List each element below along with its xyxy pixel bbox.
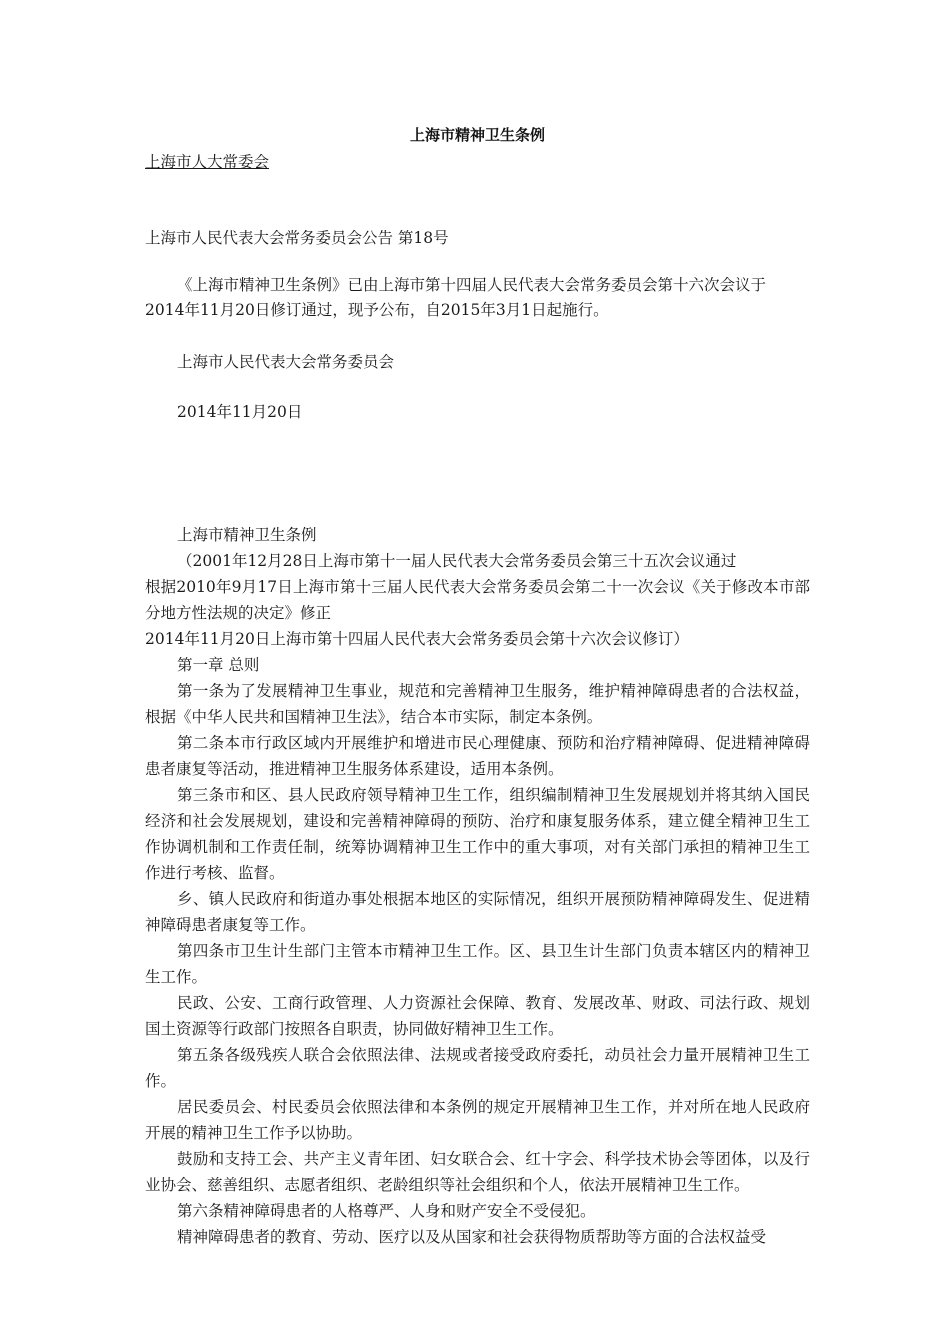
body-paragraph: 鼓励和支持工会、共产主义青年团、妇女联合会、红十字会、科学技术协会等团体，以及行业协会、慈善组织、志愿者组织、老龄组织等社会组织和个人，依法开展精神卫生工作。 (145, 1150, 810, 1194)
issue-date: 2014年11月20日 (177, 403, 303, 421)
body-paragraph: 2014年11月20日上海市第十四届人民代表大会常务委员会第十六次会议修订） (145, 630, 689, 648)
body-paragraph: 第四条市卫生计生部门主管本市精神卫生工作。区、县卫生计生部门负责本辖区内的精神卫生工作。 (145, 942, 810, 986)
body-paragraph: 第六条精神障碍患者的人格尊严、人身和财产安全不受侵犯。 (177, 1202, 596, 1220)
body-paragraph: 根据2010年9月17日上海市第十三届人民代表大会常务委员会第二十一次会议《关于修改本市部分地方性法规的决定》修正 (145, 578, 810, 622)
issuer: 上海市人民代表大会常务委员会 (177, 353, 395, 371)
body-paragraph: 上海市精神卫生条例 (177, 526, 317, 544)
author-link[interactable]: 上海市人大常委会 (145, 153, 270, 171)
body-paragraph: 第一条为了发展精神卫生事业，规范和完善精神卫生服务，维护精神障碍患者的合法权益，根据《中华人民共和国精神卫生法》，结合本市实际，制定本条例。 (145, 682, 810, 726)
body-paragraph: 第一章 总则 (177, 656, 260, 674)
body-paragraph: 第五条各级残疾人联合会依照法律、法规或者接受政府委托，动员社会力量开展精神卫生工作。 (145, 1046, 810, 1090)
document-title: 上海市精神卫生条例 (409, 126, 545, 144)
body-paragraph: 第二条本市行政区域内开展维护和增进市民心理健康、预防和治疗精神障碍、促进精神障碍患者康复等活动，推进精神卫生服务体系建设，适用本条例。 (145, 734, 810, 778)
body-paragraph: 精神障碍患者的教育、劳动、医疗以及从国家和社会获得物质帮助等方面的合法权益受 (177, 1228, 767, 1246)
body-paragraph: 居民委员会、村民委员会依照法律和本条例的规定开展精神卫生工作，并对所在地人民政府开展的精神卫生工作予以协助。 (145, 1098, 810, 1142)
announcement-line-2: 2014年11月20日修订通过，现予公布，自2015年3月1日起施行。 (145, 301, 609, 319)
body-paragraph: （2001年12月28日上海市第十一届人民代表大会常务委员会第三十五次会议通过 (177, 552, 737, 570)
body-paragraph: 第三条市和区、县人民政府领导精神卫生工作，组织编制精神卫生发展规划并将其纳入国民经济和社会发展规划，建设和完善精神障碍的预防、治疗和康复服务体系，建立健全精神卫生工作协调机制和工作责任制，统筹协调精神卫生工作中的重大事项，对有关部门承担的精神卫生工作进行考核、监督。 (145, 786, 810, 882)
announcement-title: 上海市人民代表大会常务委员会公告 第18号 (145, 229, 449, 247)
body-paragraph: 乡、镇人民政府和街道办事处根据本地区的实际情况，组织开展预防精神障碍发生、促进精神障碍患者康复等工作。 (145, 890, 810, 934)
announcement-line-1: 《上海市精神卫生条例》已由上海市第十四届人民代表大会常务委员会第十六次会议于 (177, 276, 767, 294)
body-paragraph: 民政、公安、工商行政管理、人力资源社会保障、教育、发展改革、财政、司法行政、规划国土资源等行政部门按照各自职责，协同做好精神卫生工作。 (145, 994, 810, 1038)
regulation-body (145, 522, 810, 1250)
